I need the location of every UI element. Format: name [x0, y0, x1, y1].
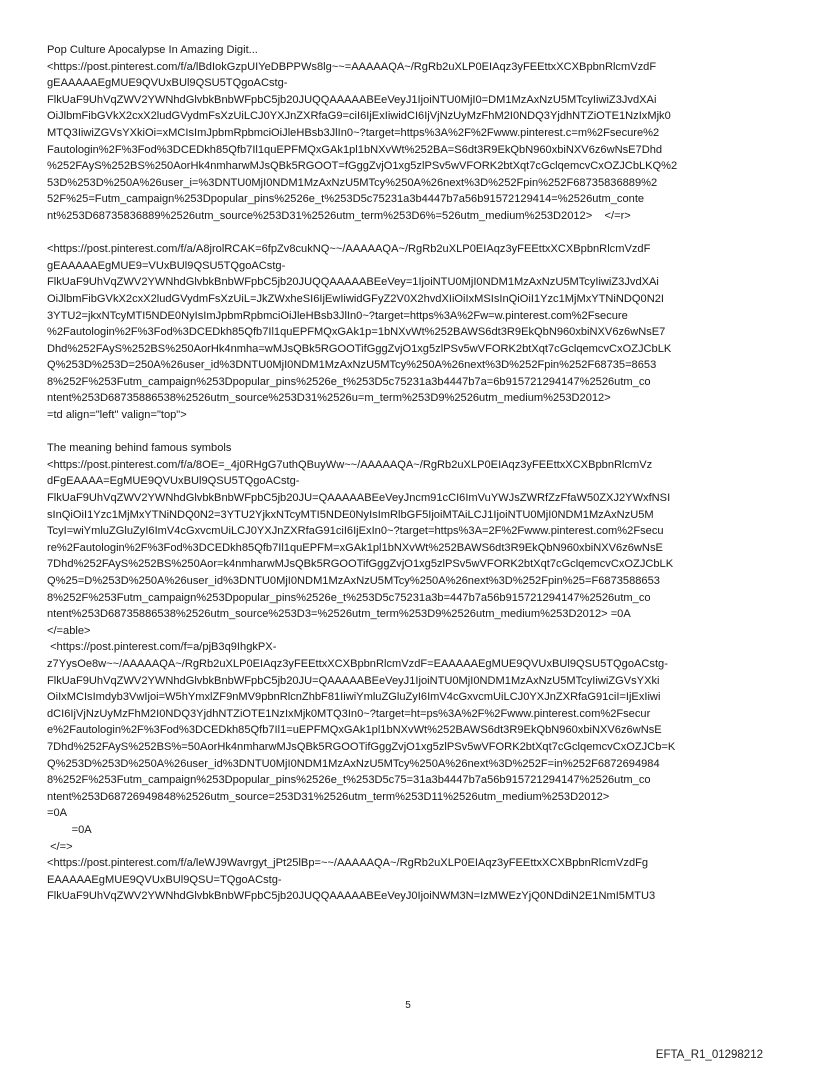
text-line: OiJlbmFibGVkX2cxX2ludGVydmFsXzUiL=JkZWxheSI6IjEwIiwidGFyZ2V0X2hvdXIiOiIxMSIsInQiOiI1Yzc1MjMxYTNiNDQ0N2I [47, 292, 664, 305]
text-line: z7YysOe8w~~/AAAAAQA~/RgRb2uXLP0EIAqz3yFEEttxXCXBpbnRlcmVzdF=EAAAAAEgMUE9QVUxBUl9QSU5TQgoACstg- [47, 657, 668, 670]
text-line: <https://post.pinterest.com/f/a/lBdIokGzpUIYeDBPPWs8lg~~=AAAAAQA~/RgRb2uXLP0EIAqz3yFEEttxXCXBpbnRlcmVzdF [47, 60, 657, 73]
text-line: Q%253D%253D%250A%26user_id%3DNTU0MjI0NDM1MzAxNzU5MTcy%250A%26next%3D%252F=in%252F6872694984 [47, 757, 660, 770]
blank-line [47, 225, 771, 242]
text-line: Fautologin%2F%3Fod%3DCEDkh85Qfb7Il1quEPFMQxGAk1pl1bNXvWt%252BA=S6dt3R9EkQbN960xbiNXV6z6wNsE7Dhd [47, 143, 663, 156]
text-line: EAAAAAEgMUE9QVUxBUl9QSU=TQgoACstg- [47, 873, 282, 886]
text-line: </=> [47, 840, 73, 853]
text-line: OiIxMCIsImdyb3VwIjoi=W5hYmxlZF9nMV9pbnRlcnZhbF81IiwiYmluZGluZyI6ImV4cGxvcmUiLCJ0YXJnZXRfaG91ciI=IjExIiwi [47, 691, 661, 704]
text-line: 52F%25=Futm_campaign%253Dpopular_pins%2526e_t%253D5c75231a3b4447b7a56b91572129414=%2526utm_conte [47, 193, 645, 206]
text-line: gEAAAAAEgMUE9QVUxBUl9QSU5TQgoACstg- [47, 77, 288, 90]
text-line: dFgEAAAA=EgMUE9QVUxBUl9QSU5TQgoACstg- [47, 475, 300, 488]
text-line: Pop Culture Apocalypse In Amazing Digit... [47, 44, 258, 56]
email-body-text [47, 42, 771, 905]
text-line: FlkUaF9UhVqZWV2YWNhdGlvbkBnbWFpbC5jb20JU=QAAAAABEeVeyJncm91cCI6ImVuYWJsZWRfZzFfaW50ZXJ2YWxfNSI [47, 492, 671, 505]
text-line: dCI6IjVjNzUyMzFhM2I0NDQ3YjdhNTZiOTE1NzIxMjk0MTQ3In0~?target=ht=ps%3A%2F%2Fwww.pinterest.com%2Fsecur [47, 707, 651, 720]
blank-line [47, 424, 771, 441]
text-line: 3YTU2=jkxNTcyMTI5NDE0NyIsImJpbmRpbmciOiJleHBsb3JlIn0~?target=https%3A%2Fw=w.pinterest.com%2Fsecure [47, 309, 628, 322]
text-line: Q%253D%253D=250A%26user_id%3DNTU0MjI0NDM1MzAxNzU5MTcy%250A%26next%3D%252Fpin%252F68735=8653 [47, 359, 657, 372]
text-line: sInQiOiI1Yzc1MjMxYTNiNDQ0N2=3YTU2YjkxNTcyMTI5NDE0NyIsImRlbGF5IjoiMTAiLCJ1IjoiNTU0MjI0NDM1MzAxNzU5M [47, 508, 654, 521]
text-line: FlkUaF9UhVqZWV2YWNhdGlvbkBnbWFpbC5jb20JUQQAAAAABEeVeyJ1IjoiNTU0MjI0=DM1MzAxNzU5MTcyIiwiZ3JvdXAi [47, 93, 657, 106]
text-line: %252FAyS%252BS%250AorHk4nmharwMJsQBk5RGOOT=fGggZvjO1xg5zlPSv5wVFORK2btXqt7cGclqemcvCxOZJCbLKQ%2 [47, 160, 678, 173]
text-line: ntent%253D68735886538%2526utm_source%253D3=%2526utm_term%253D9%2526utm_medium%253D2012> =0A [47, 608, 631, 621]
text-line: MTQ3IiwiZGVsYXkiOi=xMCIsImJpbmRpbmciOiJleHBsb3JlIn0~?target=https%3A%2F%2Fwww.pinterest.c=m%2Fsecure%2 [47, 126, 660, 139]
text-line: =td align="left" valign="top"> [47, 409, 187, 422]
text-line: 7Dhd%252FAyS%252BS%250Aor=k4nmharwMJsQBk5RGOOTifGggZvjO1xg5zlPSv5wVFORK2btXqt7cGclqemcvCxOZJCbLK [47, 558, 674, 571]
text-line: 8%252F%253Futm_campaign%253Dpopular_pins%2526e_t%253D5c75231a3b4447b7a=6b915721294147%2526utm_co [47, 375, 651, 388]
text-line: re%2Fautologin%2F%3Fod%3DCEDkh85Qfb7Il1quEPFM=xGAk1pl1bNXvWt%252BAWS6dt3R9EkQbN960xbiNXV6z6wNsE [47, 541, 663, 554]
text-line: <https://post.pinterest.com/f/a/8OE=_4j0RHgG7uthQBuyWw~~/AAAAAQA~/RgRb2uXLP0EIAqz3yFEEttxXCXBpbnRlcmVz [47, 458, 653, 471]
text-line: FlkUaF9UhVqZWV2YWNhdGlvbkBnbWFpbC5jb20JU=QAAAAABEeVeyJ1IjoiNTU0MjI0NDM1MzAxNzU5MTcyIiwiZGVsYXki [47, 674, 660, 687]
text-line: The meaning behind famous symbols [47, 442, 232, 455]
text-line: <https://post.pinterest.com/f/a/A8jrolRCAK=6fpZv8cukNQ~~/AAAAAQA~/RgRb2uXLP0EIAqz3yFEEttxXCXBpbnRlcmVzdF [47, 243, 651, 256]
text-line: e%2Fautologin%2F%3Fod%3DCEDkh85Qfb7Il1=uEPFMQxGAk1pl1bNXvWt%252BAWS6dt3R9EkQbN960xbiNXV6z6wNsE [47, 724, 662, 737]
text-line: 8%252F%253Futm_campaign%253Dpopular_pins%2526e_t%253D5c75231a3b=447b7a56b915721294147%2526utm_co [47, 591, 651, 604]
text-line: FlkUaF9UhVqZWV2YWNhdGlvbkBnbWFpbC5jb20JUQQAAAAABEeVeyJ0IjoiNWM3N=IzMWEzYjQ0NDdiN2E1NmI5MTU3 [47, 890, 656, 903]
text-line: Q%25=D%253D%250A%26user_id%3DNTU0MjI0NDM1MzAxNzU5MTcy%250A%26next%3D%252Fpin%25=F6873588653 [47, 575, 660, 587]
page-number: 5 [405, 1000, 411, 1011]
text-line: Dhd%252FAyS%252BS%250AorHk4nmha=wMJsQBk5RGOOTifGggZvjO1xg5zlPSv5wVFORK2btXqt7cGclqemcvCxOZJCbLK [47, 342, 672, 355]
text-line: 7Dhd%252FAyS%252BS%=50AorHk4nmharwMJsQBk5RGOOTifGggZvjO1xg5zlPSv5wVFORK2btXqt7cGclqemcvCxOZJCb=K [47, 740, 676, 753]
text-line: =0A [47, 807, 68, 820]
text-line: ntent%253D68735886538%2526utm_source%253D31%2526u=m_term%253D9%2526utm_medium%253D2012> [47, 392, 611, 405]
text-line: OiJlbmFibGVkX2cxX2ludGVydmFsXzUiLCJ0YXJnZXRfaG9=ciI6IjExIiwidCI6IjVjNzUyMzFhM2I0NDQ3YjdhNTZiOTE1NzIxMjk0 [47, 110, 671, 123]
text-line: <https://post.pinterest.com/f/a/leWJ9Wavrgyt_jPt25lBp=~~/AAAAAQA~/RgRb2uXLP0EIAqz3yFEEttxXCXBpbnRlcmVzdFg [47, 857, 649, 870]
text-line: <https://post.pinterest.com/f=a/pjB3q9IhgkPX- [47, 641, 277, 654]
text-line: gEAAAAAEgMUE9=VUxBUl9QSU5TQgoACstg- [47, 259, 286, 272]
text-line: </=able> [47, 624, 91, 637]
text-line: FlkUaF9UhVqZWV2YWNhdGlvbkBnbWFpbC5jb20JUQQAAAAABEeVey=1IjoiNTU0MjI0NDM1MzAxNzU5MTcyIiwiZ3JvdXAi [47, 276, 659, 289]
text-line: 8%252F%253Futm_campaign%253Dpopular_pins%2526e_t%253D5c75=31a3b4447b7a56b915721294147%2526utm_co [47, 774, 651, 787]
text-line: nt%253D68735836889%2526utm_source%253D31%2526utm_term%253D6%=526utm_medium%253D2012> </=r> [47, 209, 631, 222]
text-line: %2Fautologin%2F%3Fod%3DCEDkh85Qfb7Il1quEPFMQxGAk1p=1bNXvWt%252BAWS6dt3R9EkQbN960xbiNXV6z6wNsE7 [47, 326, 666, 339]
text-line: =0A [47, 823, 92, 836]
document-id-footer: EFTA_R1_01298212 [655, 1049, 763, 1061]
text-line: 53D%253D%250A%26user_i=%3DNTU0MjI0NDM1MzAxNzU5MTcy%250A%26next%3D%252Fpin%252F68735836889%2 [47, 176, 658, 189]
text-line: TcyI=wiYmluZGluZyI6ImV4cGxvcmUiLCJ0YXJnZXRfaG91ciI6IjExIn0~?target=https%3A=2F%2Fwww.pinterest.com%2Fsecu [47, 525, 664, 538]
text-line: ntent%253D68726949848%2526utm_source=253D31%2526utm_term%253D11%2526utm_medium%253D2012> [47, 790, 610, 803]
